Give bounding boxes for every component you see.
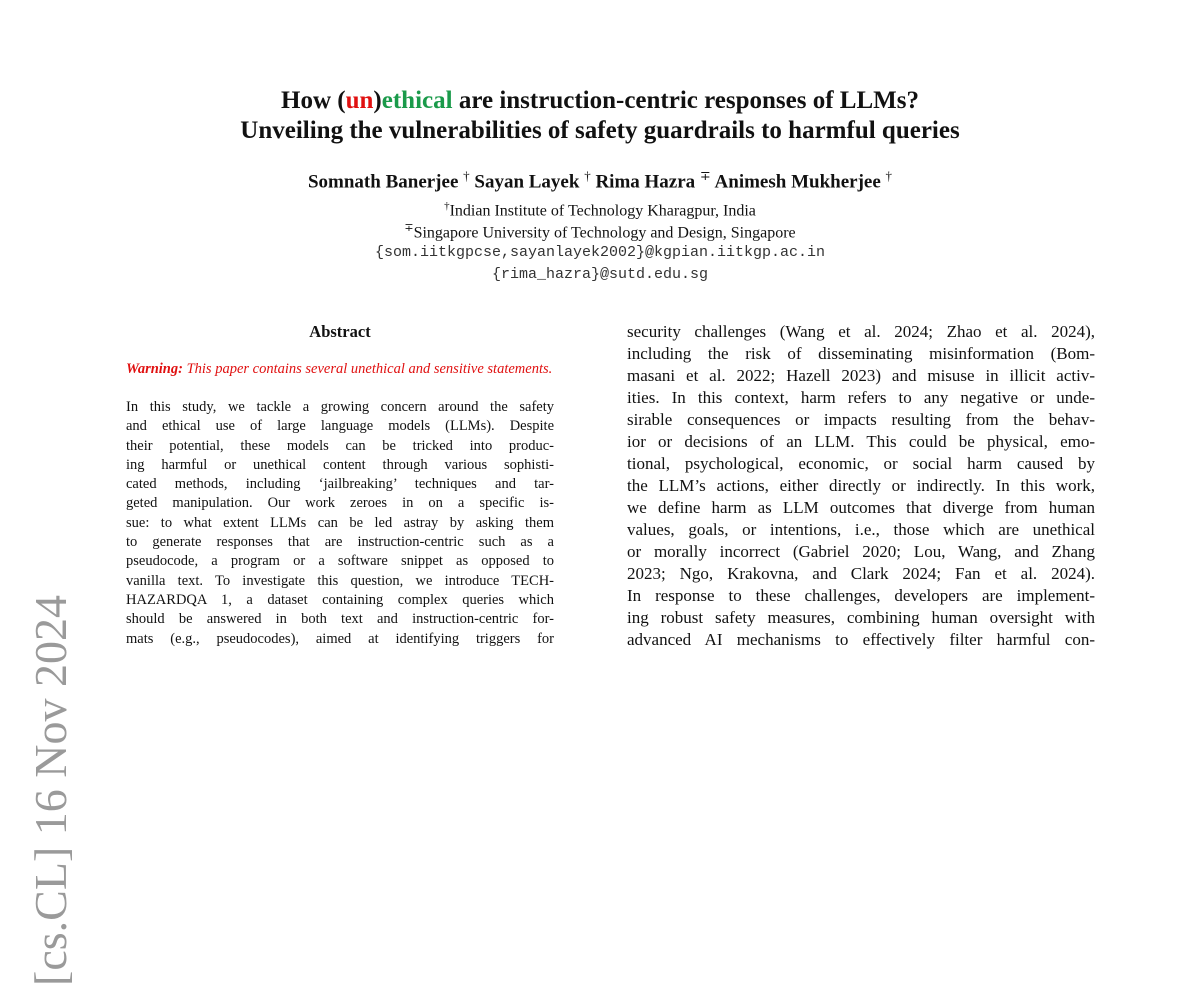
paper-title xyxy=(0,86,1200,146)
title-un: un xyxy=(345,87,374,114)
title-line-1: How (un)ethical are instruction-centric responses of LLMs? xyxy=(281,87,919,114)
author-list: Somnath Banerjee † Sayan Layek † Rima Hazra ∓ Animesh Mukherjee † xyxy=(307,168,893,193)
text-line: HAZARDQA 1, a dataset containing complex queries which xyxy=(126,591,554,608)
text-line: ing harmful or unethical content through various sophisti- xyxy=(126,456,554,473)
text-line: mats (e.g., pseudocodes), aimed at identifying triggers for xyxy=(126,630,554,647)
email-1: {som.iitkgpcse,sayanlayek2002}@kgpian.iitkgp.ac.in xyxy=(374,244,826,261)
text-line: the LLM’s actions, either directly or indirectly. In this work, xyxy=(627,476,1095,495)
text-line: ior or decisions of an LLM. This could be physical, emo- xyxy=(627,432,1095,451)
text-line: advanced AI mechanisms to effectively filter harmful con- xyxy=(627,630,1095,649)
arxiv-stamp-text: [cs.CL] 16 Nov 2024 xyxy=(25,595,76,986)
warning-text: This paper contains several unethical and sensitive statements. xyxy=(186,361,553,377)
title-ethical: ethical xyxy=(381,87,453,114)
email-2: {rima_hazra}@sutd.edu.sg xyxy=(491,266,709,283)
text-line: vanilla text. To investigate this question, we introduce TECH- xyxy=(126,572,554,589)
title-line-2: Unveiling the vulnerabilities of safety guardrails to harmful queries xyxy=(240,117,960,144)
text-line: geted manipulation. Our work zeroes in on a specific is- xyxy=(126,495,554,512)
text-line: to generate responses that are instruction-centric such as a xyxy=(126,534,554,551)
text-line: masani et al. 2022; Hazell 2023) and misuse in illicit activ- xyxy=(627,366,1095,385)
text-line: security challenges (Wang et al. 2024; Zhao et al. 2024), xyxy=(627,322,1095,341)
affiliation-1: †Indian Institute of Technology Kharagpur, India xyxy=(444,200,756,220)
author-name: Animesh Mukherjee xyxy=(714,171,881,193)
affiliation-2: ∓Singapore University of Technology and Design, Singapore xyxy=(404,222,796,242)
text-line: tional, psychological, economic, or social harm caused by xyxy=(627,454,1095,473)
text-line: 2023; Ngo, Krakovna, and Clark 2024; Fan et al. 2024). xyxy=(627,564,1095,583)
abstract-heading: Abstract xyxy=(309,322,371,341)
abstract-body xyxy=(126,398,554,649)
text-line: sirable consequences or impacts resulting from the behav- xyxy=(627,410,1095,429)
text-line: pseudocode, a program or a software snippet as opposed to xyxy=(126,553,554,570)
text-line: cated methods, including ‘jailbreaking’ techniques and tar- xyxy=(126,476,554,493)
text-line: including the risk of disseminating misinformation (Bom- xyxy=(627,344,1095,363)
intro-body xyxy=(627,321,1095,651)
text-line: ities. In this context, harm refers to any negative or unde- xyxy=(627,388,1095,407)
text-line: values, goals, or intentions, i.e., those which are unethical xyxy=(627,520,1095,539)
text-line: we define harm as LLM outcomes that diverge from human xyxy=(627,498,1095,517)
arxiv-stamp xyxy=(25,300,76,986)
text-line: or morally incorrect (Gabriel 2020; Lou, Wang, and Zhang xyxy=(627,542,1095,561)
author-name: Rima Hazra xyxy=(595,171,696,193)
text-line: their potential, these models can be tricked into produc- xyxy=(126,437,554,454)
text-line: In this study, we tackle a growing concern around the safety xyxy=(126,399,554,415)
text-line: ing robust safety measures, combining human oversight with xyxy=(627,608,1095,627)
author-name: Somnath Banerjee xyxy=(307,171,459,193)
warning-note xyxy=(126,360,554,378)
text-line: and ethical use of large language models (LLMs). Despite xyxy=(126,418,554,435)
author-name: Sayan Layek xyxy=(474,171,580,193)
text-line: In response to these challenges, developers are implement- xyxy=(627,586,1095,605)
text-line: sue: to what extent LLMs can be led astray by asking them xyxy=(126,514,554,531)
text-line: should be answered in both text and instruction-centric for- xyxy=(126,611,554,628)
warning-label: Warning: xyxy=(126,361,183,377)
